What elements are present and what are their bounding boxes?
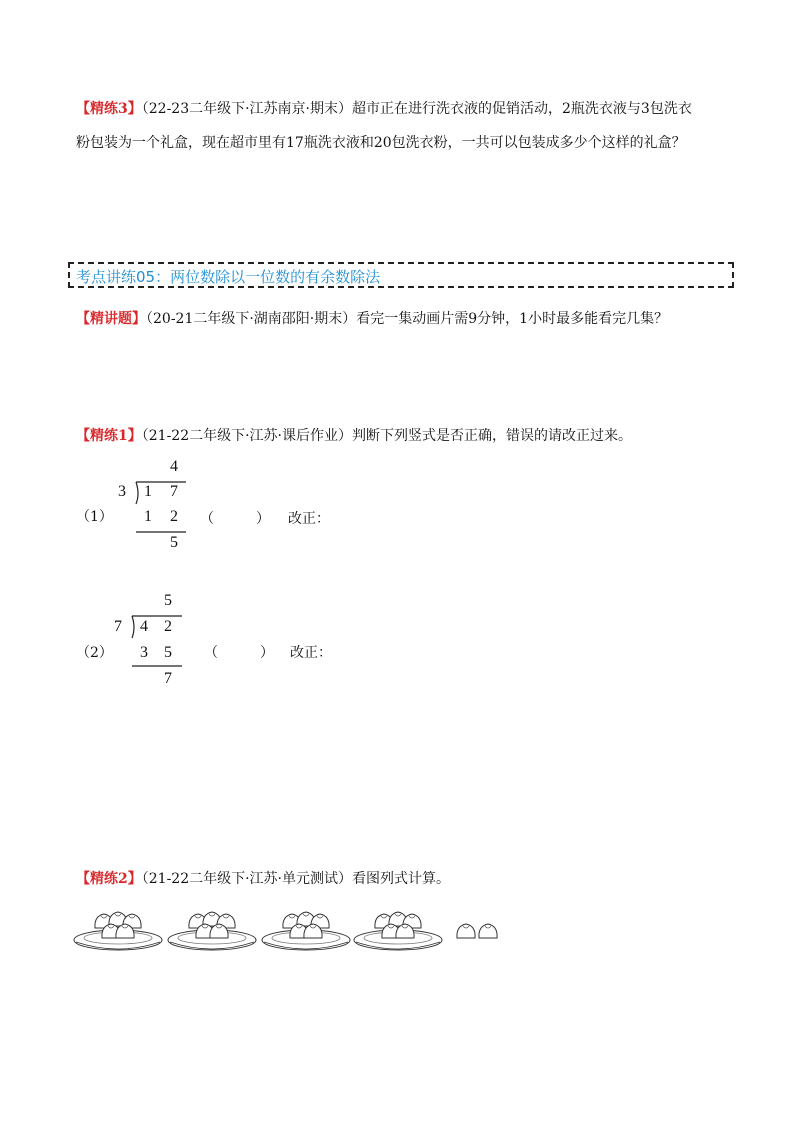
divisor-2: 7 bbox=[114, 618, 122, 635]
plate-2 bbox=[168, 912, 256, 950]
section-heading: 考点讲练05：两位数除以一位数的有余数除法 bbox=[76, 268, 381, 286]
plate-1 bbox=[74, 912, 162, 950]
product-1-ones: 2 bbox=[170, 508, 178, 525]
remainder-2: 7 bbox=[164, 670, 172, 687]
plate-4 bbox=[354, 912, 442, 950]
loose-bun-2 bbox=[479, 924, 497, 938]
q3-text-line1: （22-23二年级下·江苏南京·期末）超市正在进行洗衣液的促销活动，2瓶洗衣液与3包洗衣 bbox=[141, 101, 692, 117]
answer-paren-1[interactable]: （ ） bbox=[200, 511, 270, 527]
dividend-1-tens: 1 bbox=[144, 483, 152, 500]
dividend-1-ones: 7 bbox=[170, 483, 178, 500]
quotient-2: 5 bbox=[164, 592, 172, 609]
product-1-tens: 1 bbox=[144, 508, 152, 525]
remainder-1: 5 bbox=[170, 534, 178, 551]
loose-bun-1 bbox=[457, 924, 475, 938]
q3-line2: 粉包装为一个礼盒，现在超市里有17瓶洗衣液和20包洗衣粉，一共可以包装成多少个这样的礼盒？ bbox=[76, 135, 686, 151]
lecture-text: （20-21二年级下·湖南邵阳·期末）看完一集动画片需9分钟，1小时最多能看完几集？ bbox=[146, 311, 669, 327]
q2-text: （21-22二年级下·江苏·单元测试）看图列式计算。 bbox=[141, 871, 451, 887]
correct-label-2: 改正： bbox=[290, 645, 332, 661]
answer-paren-2[interactable]: （ ） bbox=[204, 645, 274, 661]
q1-tag: 【精练1】 bbox=[76, 428, 142, 444]
q3-tag: 【精练3】 bbox=[76, 101, 142, 117]
correct-label-1: 改正： bbox=[288, 511, 330, 527]
q2-tag: 【精练2】 bbox=[76, 871, 142, 887]
lecture-tag: 【精讲题】 bbox=[76, 311, 146, 327]
product-2-ones: 5 bbox=[164, 644, 172, 661]
plate-3 bbox=[262, 912, 350, 950]
dividend-2-tens: 4 bbox=[140, 618, 148, 635]
quotient-1: 4 bbox=[170, 458, 178, 475]
divisor-1: 3 bbox=[118, 483, 126, 500]
item-1-label: （1） bbox=[76, 509, 113, 525]
q1-text: （21-22二年级下·江苏·课后作业）判断下列竖式是否正确，错误的请改正过来。 bbox=[141, 428, 633, 444]
item-2-label: （2） bbox=[76, 645, 113, 661]
product-2-tens: 3 bbox=[140, 644, 148, 661]
dividend-2-ones: 2 bbox=[164, 618, 172, 635]
